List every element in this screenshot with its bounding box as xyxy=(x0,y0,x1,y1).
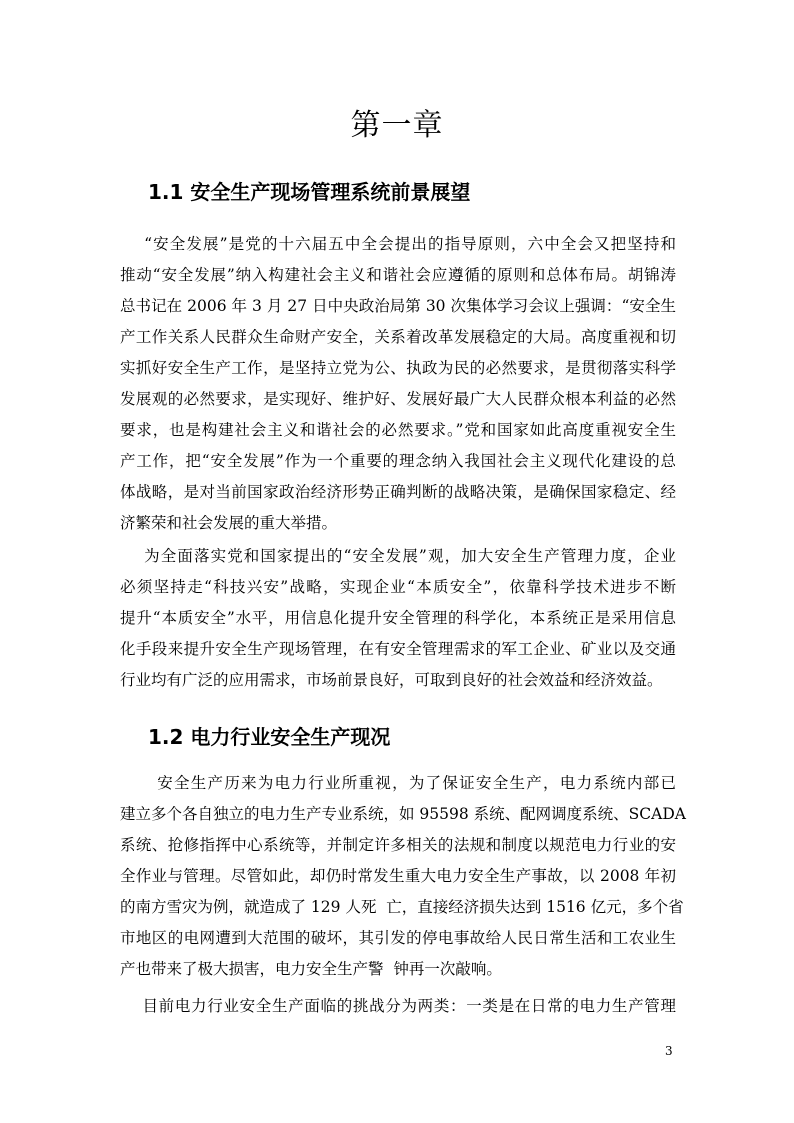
text-line: 发展观的必然要求，是实现好、维护好、发展好最广大人民群众根本利益的必然 xyxy=(120,390,676,408)
section-heading-1-1: 1.1 安全生产现场管理系统前景展望 xyxy=(148,180,471,204)
text-line: 目前电力行业安全生产面临的挑战分为两类：一类是在日常的电力生产管理 xyxy=(120,997,676,1015)
text-line: 为全面落实党和国家提出的“安全发展”观，加大安全生产管理力度，企业 xyxy=(120,547,676,565)
text-line: 的南方雪灾为例，就造成了 129 人死 亡，直接经济损失达到 1516 亿元，多个省 xyxy=(120,898,684,916)
text-line: 安全生产历来为电力行业所重视，为了保证安全生产，电力系统内部已 xyxy=(120,774,676,792)
paragraph-implementation xyxy=(120,541,676,696)
section-heading-1-2: 1.2 电力行业安全生产现况 xyxy=(148,725,391,749)
paragraph-safety-development xyxy=(120,229,676,539)
text-line: 提升“本质安全”水平，用信息化提升安全管理的科学化，本系统正是采用信息 xyxy=(120,609,676,627)
chapter-title: 第一章 xyxy=(350,108,444,143)
text-line: 必须坚持走“科技兴安”战略，实现企业“本质安全”，依靠科学技术进步不断 xyxy=(120,578,676,596)
text-line: 实抓好安全生产工作，是坚持立党为公、执政为民的必然要求，是贯彻落实科学 xyxy=(120,359,676,377)
text-line: 产也带来了极大损害，电力安全生产警 钟再一次敲响。 xyxy=(120,960,502,978)
text-line: 市地区的电网遭到大范围的破坏，其引发的停电事故给人民日常生活和工农业生 xyxy=(120,929,676,947)
text-line: 行业均有广泛的应用需求，市场前景良好，可取到良好的社会效益和经济效益。 xyxy=(120,671,663,689)
text-line: 产工作，把“安全发展”作为一个重要的理念纳入我国社会主义现代化建设的总 xyxy=(120,452,676,470)
text-line: 要求，也是构建社会主义和谐社会的必然要求。”党和国家如此高度重视安全生 xyxy=(120,421,676,439)
text-line: 化手段来提升安全生产现场管理，在有安全管理需求的军工企业、矿业以及交通 xyxy=(120,640,676,658)
text-line: 建立多个各自独立的电力生产专业系统，如 95598 系统、配网调度系统、SCADA xyxy=(120,805,686,823)
text-line: 产工作关系人民群众生命财产安全，关系着改革发展稳定的大局。高度重视和切 xyxy=(120,328,676,346)
text-line: “安全发展”是党的十六届五中全会提出的指导原则，六中全会又把坚持和 xyxy=(120,235,676,253)
text-line: 济繁荣和社会发展的重大举措。 xyxy=(120,514,338,532)
text-line: 体战略，是对当前国家政治经济形势正确判断的战略决策，是确保国家稳定、经 xyxy=(120,483,676,501)
text-line: 系统、抢修指挥中心系统等，并制定许多相关的法规和制度以规范电力行业的安 xyxy=(120,836,676,854)
text-line: 全作业与管理。尽管如此，却仍时常发生重大电力安全生产事故，以 2008 年初 xyxy=(120,867,676,885)
paragraph-power-industry xyxy=(120,768,686,985)
paragraph-challenges xyxy=(120,991,676,1022)
text-line: 总书记在 2006 年 3 月 27 日中央政治局第 30 次集体学习会议上强调：“安全生 xyxy=(120,297,676,315)
page-number: 3 xyxy=(665,1044,673,1058)
text-line: 推动“安全发展”纳入构建社会主义和谐社会应遵循的原则和总体布局。胡锦涛 xyxy=(120,266,676,284)
